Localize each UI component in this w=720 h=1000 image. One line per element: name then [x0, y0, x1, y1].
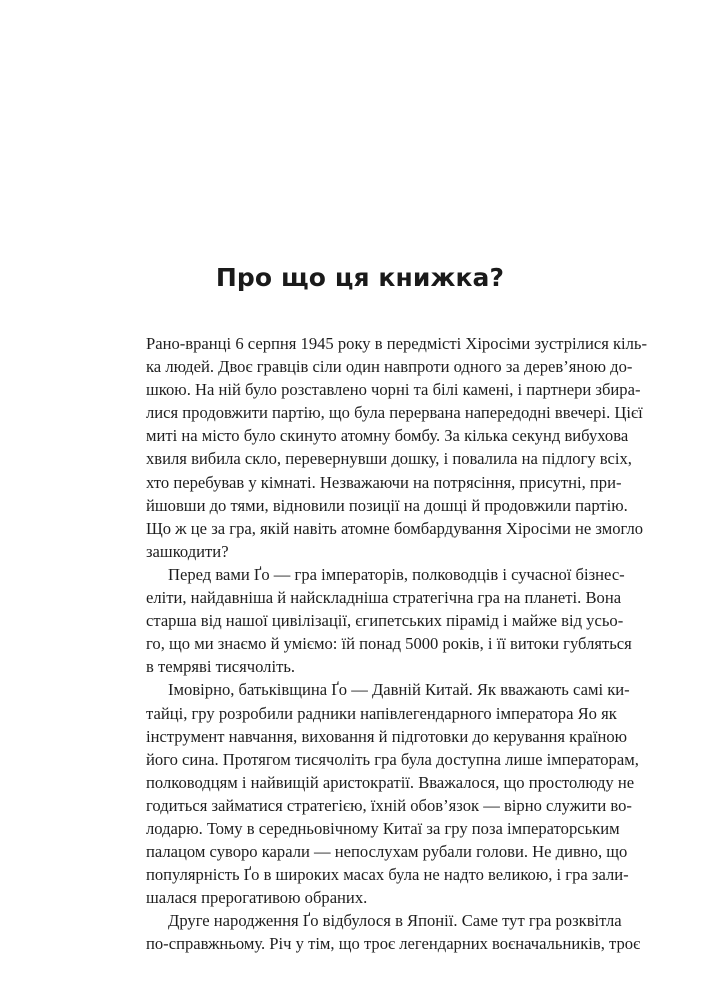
- body-text: [146, 332, 648, 956]
- text-line: го, що ми знаємо й уміємо: їй понад 5000 років, і її витоки губляться: [146, 634, 632, 654]
- text-line: хвиля вибила скло, перевернувши дошку, і повалила на підлогу всіх,: [146, 449, 632, 469]
- text-line: Що ж це за гра, якій навіть атомне бомбардування Хіросіми не змогло: [146, 518, 644, 538]
- text-line: шкою. На ній було розставлено чорні та білі камені, і партнери збира-: [146, 380, 641, 400]
- text-line: в темряві тисячоліть.: [146, 657, 296, 677]
- text-line: йшовши до тями, відновили позиції на дошці й продовжили партію.: [146, 495, 628, 515]
- text-line: Рано-вранці 6 серпня 1945 року в передмісті Хіросіми зустрілися кіль-: [146, 334, 648, 353]
- text-line: хто перебував у кімнаті. Незважаючи на потрясіння, присутні, при-: [146, 472, 622, 492]
- text-line: Імовірно, батьківщина Ґо — Давній Китай. Як вважають самі ки-: [168, 680, 630, 700]
- text-line: Друге народження Ґо відбулося в Японії. Саме тут гра розквітла: [168, 911, 622, 931]
- text-line: його сина. Протягом тисячоліть гра була доступна лише імператорам,: [146, 749, 639, 769]
- text-line: годиться займатися стратегією, їхній обов’язок — вірно служити во-: [146, 795, 632, 815]
- text-line: старша від нашої цивілізації, єгипетських пірамід і майже від усьо-: [146, 611, 624, 631]
- paragraph-1: [146, 332, 648, 563]
- text-line: по-справжньому. Річ у тім, що троє легендарних воєначальників, троє: [146, 934, 641, 954]
- text-line: інструмент навчання, виховання й підготовки до керування країною: [146, 726, 628, 746]
- text-line: зашкодити?: [146, 541, 229, 561]
- text-line: тайці, гру розробили радники напівлегендарного імператора Яо як: [146, 703, 617, 723]
- text-line: популярність Ґо в широких масах була не надто великою, і гра зали-: [146, 865, 629, 885]
- paragraph-2: [146, 563, 632, 678]
- text-line: миті на місто було скинуто атомну бомбу. За кілька секунд вибухова: [146, 426, 629, 446]
- chapter-title: Про що ця книжка?: [215, 263, 505, 292]
- paragraph-4: [146, 909, 641, 955]
- text-line: палацом суворо карали — непослухам рубали голови. Не дивно, що: [146, 842, 628, 862]
- text-line: полководцям і найвищій аристократії. Вважалося, що простолюду не: [146, 772, 635, 792]
- text-line: лодарю. Тому в середньовічному Китаї за гру поза імператорським: [146, 818, 620, 838]
- text-line: Перед вами Ґо — гра імператорів, полководців і сучасної бізнес-: [168, 564, 625, 584]
- text-line: шалася прерогативою обраних.: [146, 888, 368, 908]
- paragraph-3: [146, 678, 639, 909]
- text-line: еліти, найдавніша й найскладніша стратегічна гра на планеті. Вона: [146, 588, 622, 608]
- text-line: ка людей. Двоє гравців сіли один навпроти одного за дерев’яною до-: [146, 357, 633, 377]
- text-line: лися продовжити партію, що була перервана напередодні ввечері. Цієї: [146, 403, 643, 423]
